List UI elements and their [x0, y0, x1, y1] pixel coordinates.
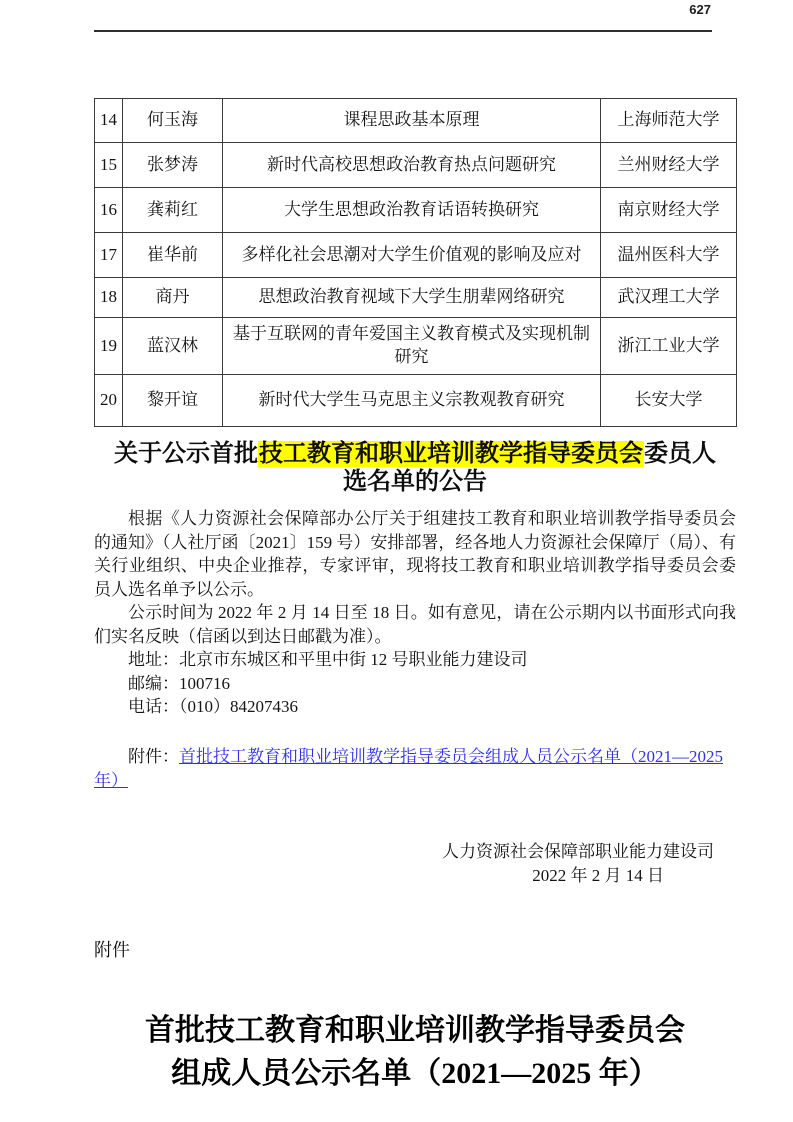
cell-topic: 新时代高校思想政治教育热点问题研究 [223, 143, 601, 188]
cell-number: 16 [95, 188, 123, 233]
announcement-paragraph-2: 公示时间为 2022 年 2 月 14 日至 18 日。如有意见，请在公示期内以书面形式向我们实名反映（信函以到达日邮戳为准）。 [94, 603, 736, 646]
table-row [95, 318, 737, 375]
page-number: 627 [689, 2, 711, 17]
table-row [95, 375, 737, 427]
attachment-label: 附件： [128, 746, 179, 766]
cell-number: 14 [95, 99, 123, 143]
cell-university: 温州医科大学 [601, 233, 737, 278]
cell-topic: 思想政治教育视域下大学生朋辈网络研究 [223, 278, 601, 318]
cell-university: 上海师范大学 [601, 99, 737, 143]
cell-topic: 课程思政基本原理 [223, 99, 601, 143]
attachment-line [94, 745, 736, 793]
appendix-title-line2: 组成人员公示名单（2021—2025 年） [171, 1056, 659, 1090]
cell-number: 19 [95, 318, 123, 375]
cell-number: 15 [95, 143, 123, 188]
title-text: 选名单的公告 [343, 469, 487, 495]
cell-university: 南京财经大学 [601, 188, 737, 233]
signature-block [94, 840, 736, 888]
table-row [95, 188, 737, 233]
contact-postcode: 邮编：100716 [128, 673, 230, 693]
signer-name: 人力资源社会保障部职业能力建设司 [442, 841, 714, 861]
cell-topic: 大学生思想政治教育话语转换研究 [223, 188, 601, 233]
attachment-link[interactable]: 首批技工教育和职业培训教学指导委员会组成人员公示名单（2021—2025 年） [94, 746, 723, 790]
title-text: 委员人 [644, 441, 716, 467]
title-text: 关于公示首批 [114, 441, 258, 467]
page-content [94, 98, 736, 1095]
cell-university: 长安大学 [601, 375, 737, 427]
cell-university: 兰州财经大学 [601, 143, 737, 188]
table-row [95, 278, 737, 318]
contact-address: 地址：北京市东城区和平里中街 12 号职业能力建设司 [128, 650, 528, 669]
cell-name: 黎开谊 [123, 375, 223, 427]
announcement-paragraph-1: 根据《人力资源社会保障部办公厅关于组建技工教育和职业培训教学指导委员会的通知》（人社厅函〔2021〕159 号）安排部署，经各地人力资源社会保障厅（局）、有关行业组织、中央企业推荐，专家评审，现将技工教育和职业培训教学指导委员会委员人选名单予以公示。 [94, 509, 736, 599]
cell-name: 何玉海 [123, 99, 223, 143]
cell-number: 20 [95, 375, 123, 427]
highlighted-title-text: 技工教育和职业培训教学指导委员会 [259, 441, 643, 467]
table-row [95, 233, 737, 278]
cell-topic: 基于互联网的青年爱国主义教育模式及实现机制研究 [223, 318, 601, 375]
cell-topic: 新时代大学生马克思主义宗教观教育研究 [223, 375, 601, 427]
cell-name: 商丹 [123, 278, 223, 318]
cell-number: 17 [95, 233, 123, 278]
table-row [95, 99, 737, 143]
cell-university: 浙江工业大学 [601, 318, 737, 375]
cell-number: 18 [95, 278, 123, 318]
appendix-title-line1: 首批技工教育和职业培训教学指导委员会 [145, 1013, 685, 1047]
cell-university: 武汉理工大学 [601, 278, 737, 318]
nominees-table [94, 98, 737, 427]
cell-name: 蓝汉林 [123, 318, 223, 375]
cell-name: 龚莉红 [123, 188, 223, 233]
contact-phone: 电话：（010）84207436 [128, 697, 298, 716]
table-row [95, 143, 737, 188]
signature-date: 2022 年 2 月 14 日 [532, 865, 664, 885]
cell-name: 崔华前 [123, 233, 223, 278]
header-divider [94, 30, 712, 32]
cell-topic: 多样化社会思潮对大学生价值观的影响及应对 [223, 233, 601, 278]
cell-name: 张梦涛 [123, 143, 223, 188]
announcement-title [94, 440, 736, 496]
appendix-title [94, 1009, 736, 1095]
appendix-label: 附件 [94, 939, 130, 960]
